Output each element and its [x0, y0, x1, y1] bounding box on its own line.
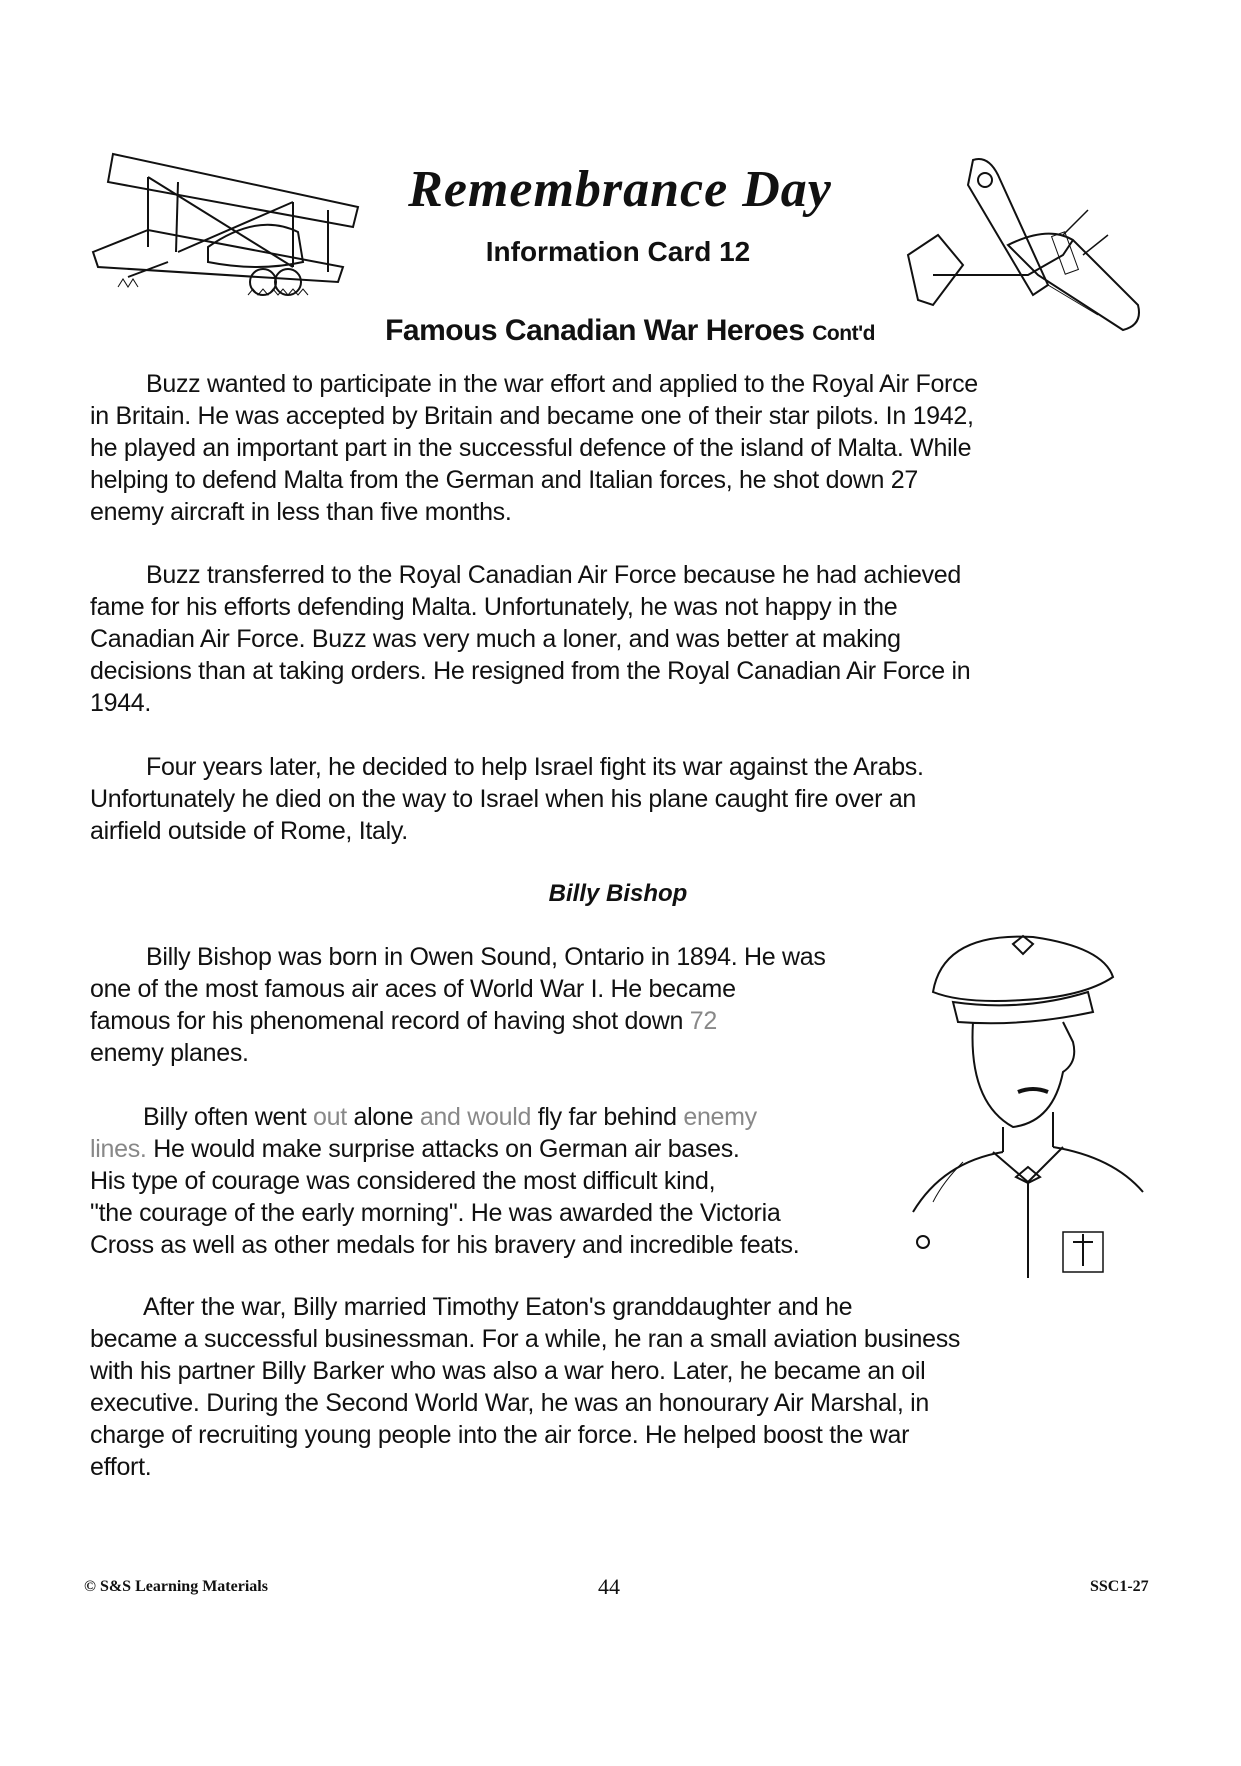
- fighter-plane-illustration: [898, 155, 1148, 343]
- contd-label: Cont'd: [812, 322, 875, 345]
- text-segment: fly far behind: [531, 1103, 684, 1131]
- footer-copyright: © S&S Learning Materials: [84, 1578, 268, 1595]
- section-title: [300, 314, 960, 348]
- biplane-illustration: [88, 152, 360, 298]
- text-segment: alone: [346, 1103, 420, 1131]
- text-line: [90, 1133, 740, 1165]
- text-line: enemy planes.: [90, 1039, 249, 1067]
- text-line: [143, 1101, 757, 1133]
- text-line: [90, 1005, 717, 1037]
- text-line: became a successful businessman. For a while, he ran a small aviation business: [90, 1325, 961, 1353]
- text-segment: He would make surprise attacks on German air bases.: [146, 1135, 740, 1163]
- text-segment: famous for his phenomenal record of having shot down: [90, 1007, 690, 1035]
- text-line: Canadian Air Force. Buzz was very much a loner, and was better at making: [90, 625, 901, 653]
- text-line: Billy Bishop was born in Owen Sound, Ontario in 1894. He was: [146, 943, 826, 971]
- text-line: Cross as well as other medals for his bravery and incredible feats.: [90, 1231, 800, 1259]
- text-line: decisions than at taking orders. He resigned from the Royal Canadian Air Force in: [90, 657, 971, 685]
- text-line: Buzz transferred to the Royal Canadian Air Force because he had achieved: [146, 561, 962, 589]
- text-segment: Billy often went: [143, 1103, 313, 1131]
- text-segment: 72: [689, 1007, 717, 1035]
- footer-code: SSC1-27: [1090, 1578, 1149, 1595]
- text-line: Four years later, he decided to help Israel fight its war against the Arabs.: [146, 753, 924, 781]
- billy-bishop-portrait: [903, 922, 1148, 1278]
- text-line: After the war, Billy married Timothy Eaton's granddaughter and he: [143, 1293, 853, 1321]
- text-line: with his partner Billy Barker who was also a war hero. Later, he became an oil: [90, 1357, 926, 1385]
- text-line: fame for his efforts defending Malta. Unfortunately, he was not happy in the: [90, 593, 898, 621]
- text-line: "the courage of the early morning". He was awarded the Victoria: [90, 1199, 781, 1227]
- text-line: Unfortunately he died on the way to Israel when his plane caught fire over an: [90, 785, 917, 813]
- text-line: one of the most famous air aces of World War I. He became: [90, 975, 736, 1003]
- text-segment: enemy: [683, 1103, 757, 1131]
- text-line: charge of recruiting young people into the air force. He helped boost the war: [90, 1421, 910, 1449]
- text-segment: and would: [419, 1103, 532, 1131]
- text-line: His type of courage was considered the most difficult kind,: [90, 1167, 716, 1195]
- text-line: enemy aircraft in less than five months.: [90, 498, 512, 526]
- section-title-text: Famous Canadian War Heroes: [385, 314, 805, 347]
- text-line: airfield outside of Rome, Italy.: [90, 817, 408, 845]
- text-segment: out: [313, 1103, 347, 1131]
- text-line: effort.: [90, 1453, 152, 1481]
- text-line: he played an important part in the successful defence of the island of Malta. While: [90, 434, 972, 462]
- page-title: Remembrance Day: [408, 161, 832, 218]
- text-line: Buzz wanted to participate in the war effort and applied to the Royal Air Force: [146, 370, 978, 398]
- text-segment: lines.: [90, 1135, 147, 1163]
- text-line: helping to defend Malta from the German and Italian forces, he shot down 27: [90, 466, 919, 494]
- text-line: in Britain. He was accepted by Britain and became one of their star pilots. In 1942,: [90, 402, 974, 430]
- text-line: executive. During the Second World War, he was an honourary Air Marshal, in: [90, 1389, 930, 1417]
- text-line: 1944.: [90, 689, 152, 717]
- page-number: 44: [598, 1574, 620, 1599]
- card-number: Information Card 12: [485, 236, 751, 267]
- billy-bishop-heading: Billy Bishop: [548, 880, 688, 907]
